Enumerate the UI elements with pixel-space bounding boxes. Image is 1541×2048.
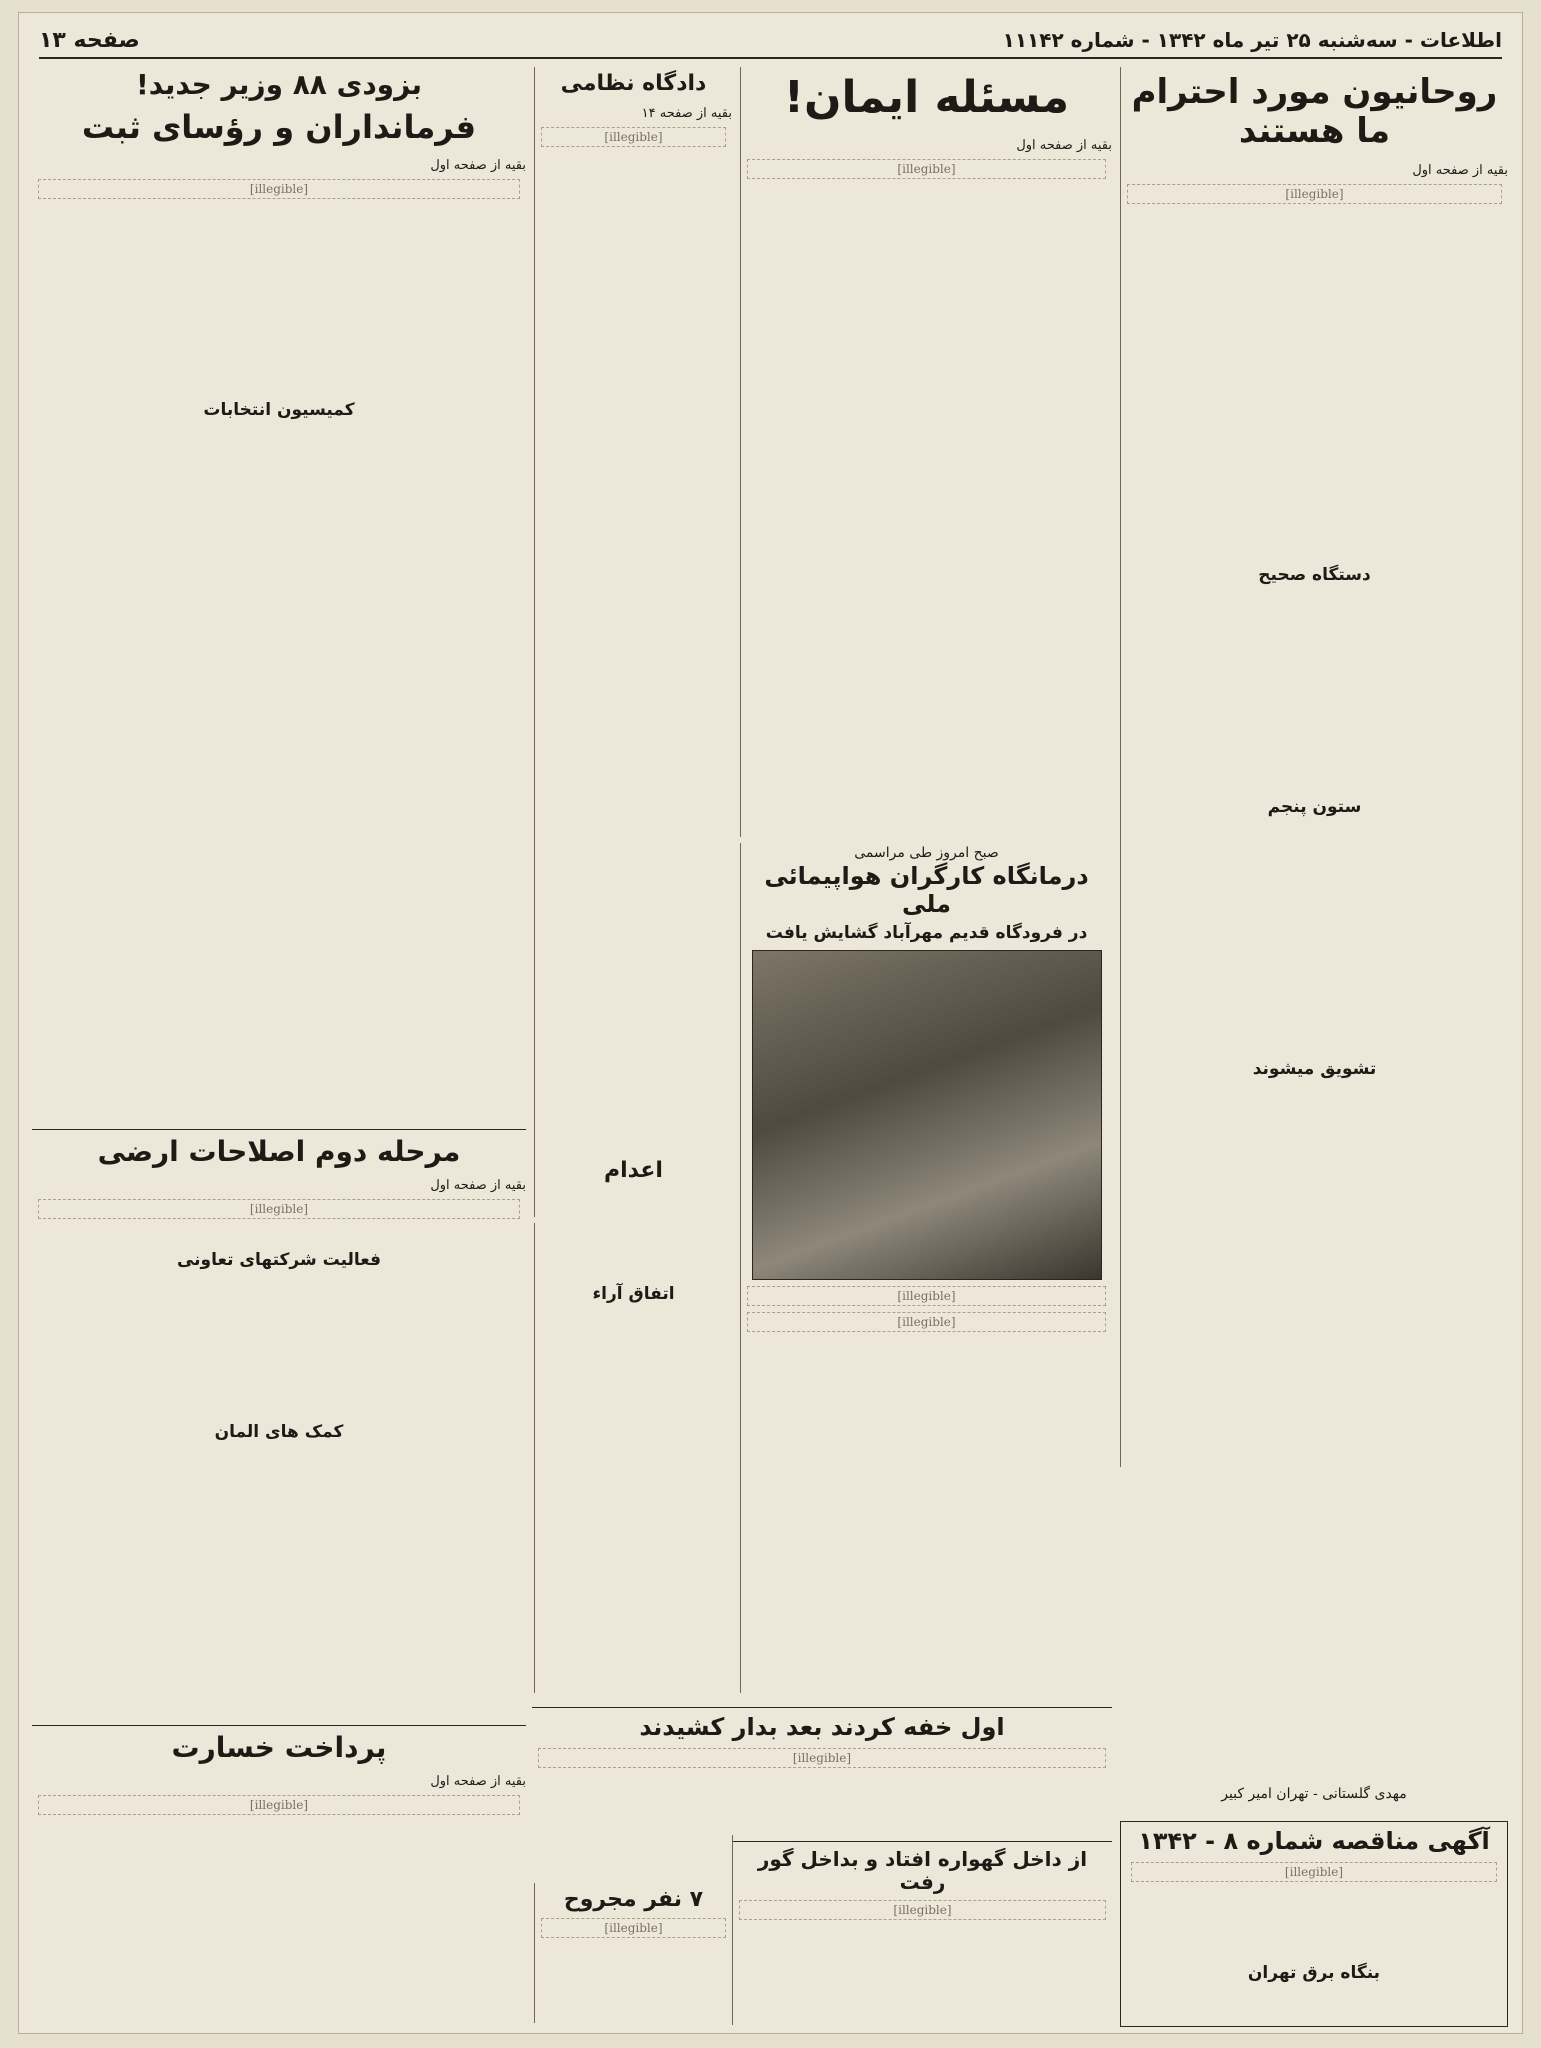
compensation-body-line: [illegible] [38,1795,520,1815]
article-strangled [532,1701,1112,1831]
faith-body-line: [illegible] [747,159,1106,179]
strangled-headline: اول خفه کردند بعد بدار کشیدند [639,1713,1005,1741]
masthead-issue-info: اطلاعات - سه‌شنبه ۲۵ تیر ماه ۱۳۴۲ - شماره ۱۱۱۴۲ [1002,28,1502,52]
article-airline-clinic [740,843,1112,1693]
military-court-headline: دادگاه نظامی [560,71,707,96]
faith-body-line: بقیه از صفحه اول [1016,137,1112,153]
compensation-body [32,1772,526,1815]
article-land-reform [32,1123,526,1713]
clergy-subhead-encouraged: تشویق میشوند [1252,1059,1377,1080]
article-faith [740,67,1112,837]
article-tehran-strip [1120,1785,1508,1815]
strangled-body-line: [illegible] [538,1748,1106,1768]
compensation-headline: پرداخت خسارت [171,1731,387,1764]
airline-clinic-kicker: صبح امروز طی مراسمی [854,845,999,861]
clergy-subhead-fifth-column: ستون پنجم [1267,797,1362,818]
tender-notice [1120,1821,1508,2027]
clergy-body [1121,161,1508,204]
article-clergy [1120,67,1508,1467]
article-military-court-cont [534,1223,732,1693]
compensation-divider [32,1725,526,1726]
cradle-headline: از داخل گهواره افتاد و بداخل گور رفت [757,1847,1088,1894]
land-reform-body-line: [illegible] [38,1199,520,1219]
airline-clinic-caption: [illegible] [747,1286,1106,1306]
article-governors [32,67,526,1117]
cradle-divider [733,1841,1112,1842]
airline-clinic-body-line: [illegible] [747,1312,1106,1332]
article-cradle [732,1835,1112,2025]
strangled-divider [532,1707,1112,1708]
clergy-headline: روحانیون مورد احترام ما هستند [1131,72,1498,152]
land-reform-subhead-cooperatives: فعالیت شرکتهای تعاونی [176,1250,382,1271]
airline-clinic-headline: درمانگاه کارگران هواپیمائی ملی [764,862,1089,918]
governors-subhead-election-commission: کمیسیون انتخابات [203,399,355,420]
governors-kicker: بزودی ۸۸ وزیر جدید! [135,68,423,101]
military-court-body [535,104,732,147]
compensation-body-line: بقیه از صفحه اول [430,1774,526,1790]
faith-body [741,136,1112,179]
land-reform-body [32,1176,526,1219]
seven-injured-body-line: [illegible] [541,1918,726,1938]
governors-body-line: بقیه از صفحه اول [430,157,526,173]
military-court-subhead-execution: اعدام [604,1158,663,1184]
tender-headline: آگهی مناقصه شماره ۸ - ۱۳۴۲ [1138,1827,1490,1855]
tehran-strip-line: مهدی گلستانی - تهران امیر کبیر [1221,1786,1407,1802]
military-court-subhead-unanimous: اتفاق آراء [592,1284,675,1304]
military-court-body-line: بقیه از صفحه ۱۴ [641,106,732,122]
governors-headline: فرمانداران و رؤسای ثبت [81,108,477,147]
land-reform-body-line: بقیه از صفحه اول [430,1178,526,1194]
masthead-page-number: صفحه ۱۳ [39,27,140,53]
airline-clinic-body [741,1312,1112,1332]
land-reform-headline: مرحله دوم اصلاحات ارضی [97,1135,461,1168]
governors-body-line: [illegible] [38,179,520,199]
clergy-body-line: [illegible] [1127,184,1502,204]
seven-injured-headline: ۷ نفر مجروح [563,1887,704,1912]
tender-body-line: [illegible] [1131,1862,1497,1882]
cradle-body-line: [illegible] [739,1900,1106,1920]
article-seven-injured [534,1883,732,2023]
tender-footer: بنگاه برق تهران [1247,1962,1381,1983]
clergy-body-line: بقیه از صفحه اول [1412,163,1508,179]
airline-clinic-photo [752,950,1102,1280]
article-military-court [534,67,732,1217]
airline-clinic-subhead: در فرودگاه قدیم مهرآباد گشایش یافت [765,923,1088,944]
land-reform-subhead-german-aid: کمک های المان [214,1422,344,1443]
military-court-body-line: [illegible] [541,127,726,147]
clergy-subhead-correct-system: دستگاه صحیح [1258,565,1371,586]
faith-headline: مسئله ایمان! [783,72,1070,123]
masthead [39,23,1502,59]
newspaper-page [18,12,1523,2034]
governors-body [32,156,526,199]
article-compensation [32,1719,526,1879]
land-reform-divider [32,1129,526,1130]
